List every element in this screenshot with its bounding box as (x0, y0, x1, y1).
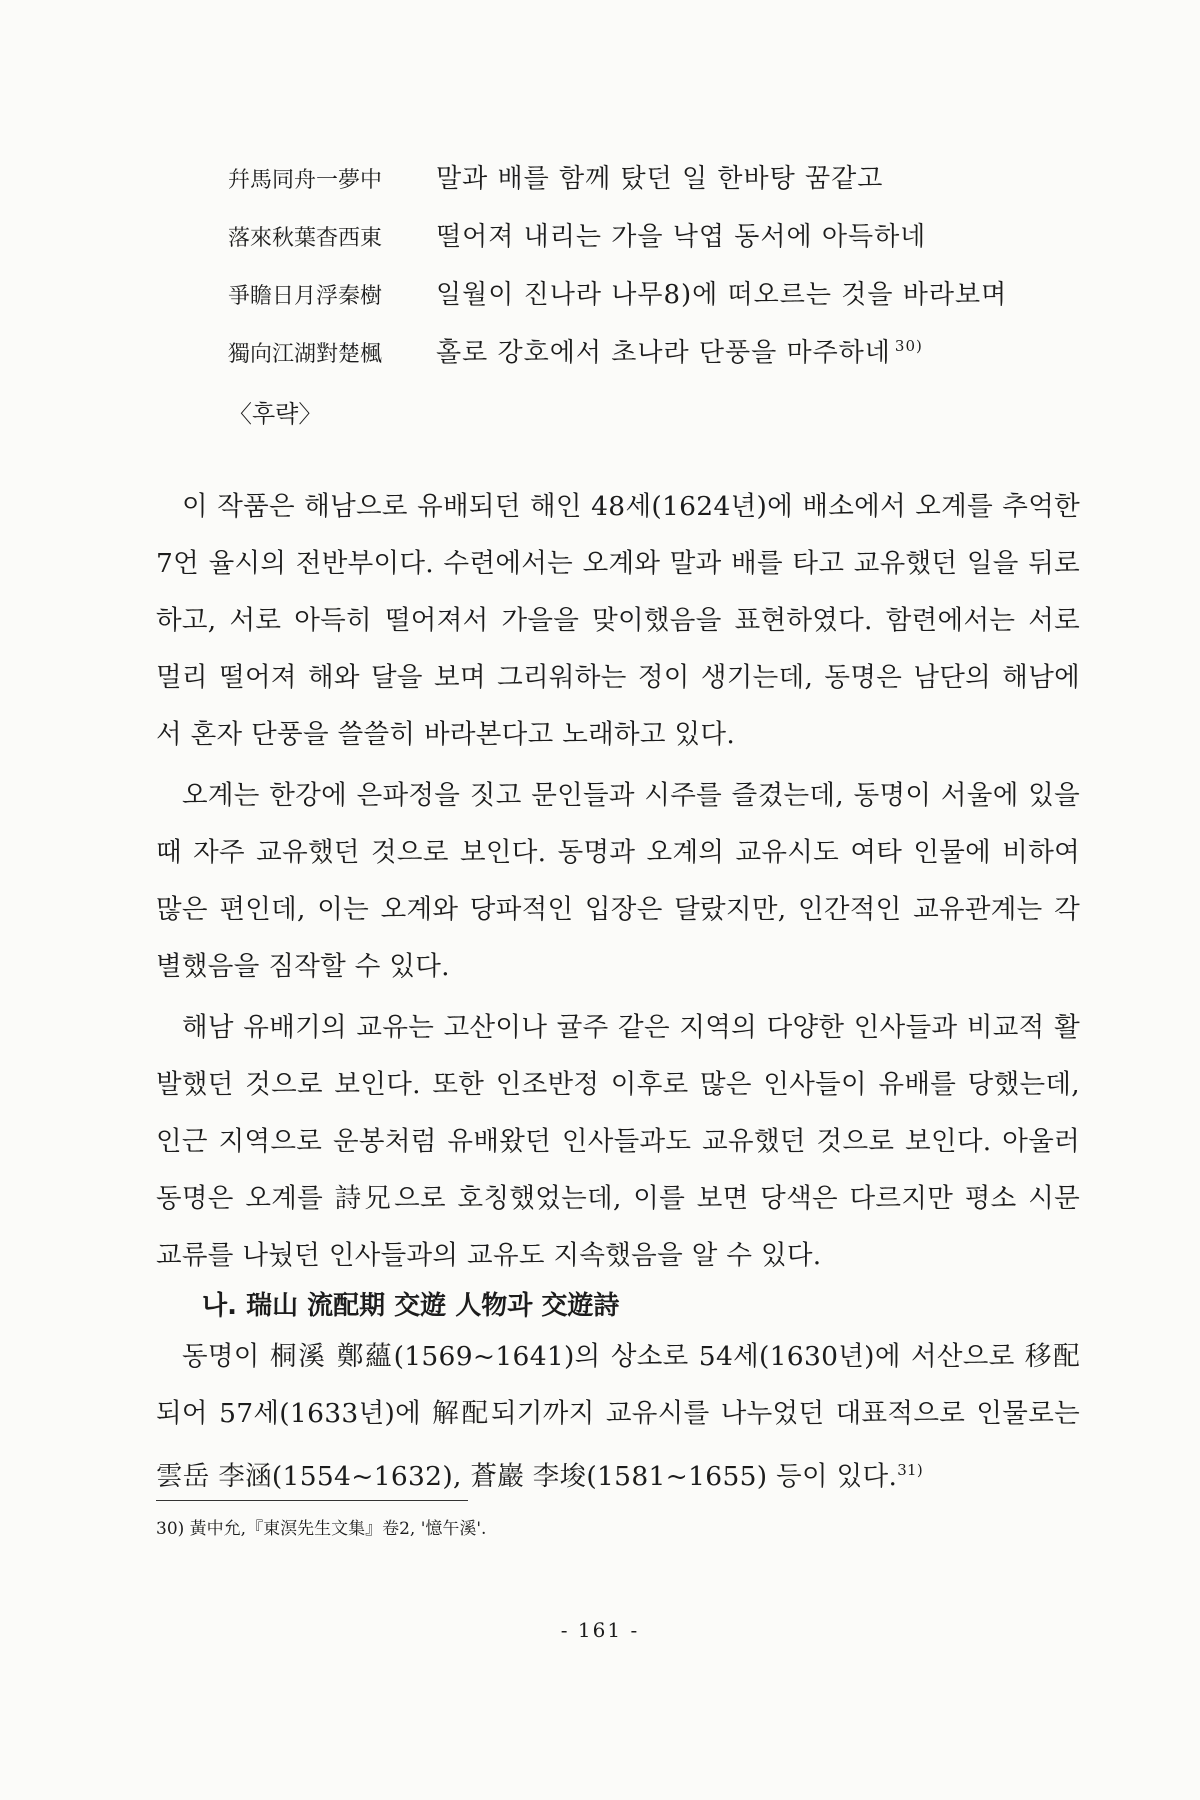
footnote: 30) 黃中允,『東溟先生文集』卷2, '憶午溪'. (156, 1519, 487, 1539)
poem-line (228, 274, 1028, 332)
poem-hanja: 落來秋葉杳西東 (228, 226, 383, 251)
paragraph: 이 작품은 해남으로 유배되던 해인 48세(1624년)에 배소에서 오계를 추억한 7언 율시의 전반부이다. 수련에서는 오계와 말과 배를 타고 교유했던 일을 뒤로 하고, 서로 아득히 떨어져서 가을을 맞이했음을 표현하였다. 함련에서는 서로 멀리 떨어져 해와 달을 보며 그리워하는 정이 생기는데, 동명은 남단의 해남에서 혼자 단풍을 쓸쓸히 바라본다고 노래하고 있다. (156, 491, 1080, 750)
paragraph: 해남 유배기의 교유는 고산이나 귤주 같은 지역의 다양한 인사들과 비교적 활발했던 것으로 보인다. 또한 인조반정 이후로 많은 인사들이 유배를 당했는데, 인근 지역으로 운봉처럼 유배왔던 인사들과도 교유했던 것으로 보인다. 아울러 동명은 오계를 詩兄으로 호칭했었는데, 이를 보면 당색은 다르지만 평소 시문 교류를 나눴던 인사들과의 교유도 지속했음을 알 수 있다. (156, 1012, 1080, 1271)
poem-block (228, 158, 1028, 429)
poem-hanja: 幷馬同舟一夢中 (228, 168, 383, 193)
section-heading-title: 瑞山 流配期 交遊 人物과 交遊詩 (246, 1291, 620, 1321)
poem-line (228, 216, 1028, 274)
footnote-divider (156, 1500, 468, 1501)
body-text (156, 478, 1080, 1288)
poem-hanja: 爭瞻日月浮秦樹 (228, 284, 383, 309)
poem-hanja: 獨向江湖對楚楓 (228, 342, 383, 367)
poem-translation: 떨어져 내리는 가을 낙엽 동서에 아득하네 (436, 222, 927, 252)
poem-line (228, 158, 1028, 216)
poem-translation: 일월이 진나라 나무8)에 떠오르는 것을 바라보며 (436, 280, 1008, 310)
footnote-ref: 30) (894, 337, 923, 356)
page-number: - 161 - (560, 1618, 640, 1642)
footnote-ref: 31) (897, 1461, 924, 1479)
poem-translation: 홀로 강호에서 초나라 단풍을 마주하네 $^{30)}$ (436, 337, 923, 368)
poem-line (228, 332, 1028, 390)
poem-translation: 말과 배를 함께 탔던 일 한바탕 꿈같고 (436, 164, 884, 194)
paragraph: 동명이 桐溪 鄭蘊(1569~1641)의 상소로 54세(1630년)에 서산으로 移配되어 57세(1633년)에 解配되기까지 교유시를 나누었던 대표적으로 인물로는 雲岳 李涵(1554~1632), 蒼巖 李埈(1581~1655) 등이 있다.$^{31)}$ (156, 1341, 1080, 1492)
section-heading (202, 1285, 619, 1322)
section-body (156, 1328, 1080, 1509)
poem-omitted-marker: 〈후략〉 (228, 400, 323, 428)
section-heading-prefix: 나. (202, 1291, 237, 1321)
paragraph: 오계는 한강에 은파정을 짓고 문인들과 시주를 즐겼는데, 동명이 서울에 있을 때 자주 교유했던 것으로 보인다. 동명과 오계의 교유시도 여타 인물에 비하여 많은 편인데, 이는 오계와 당파적인 입장은 달랐지만, 인간적인 교유관계는 각별했음을 짐작할 수 있다. (156, 780, 1080, 982)
